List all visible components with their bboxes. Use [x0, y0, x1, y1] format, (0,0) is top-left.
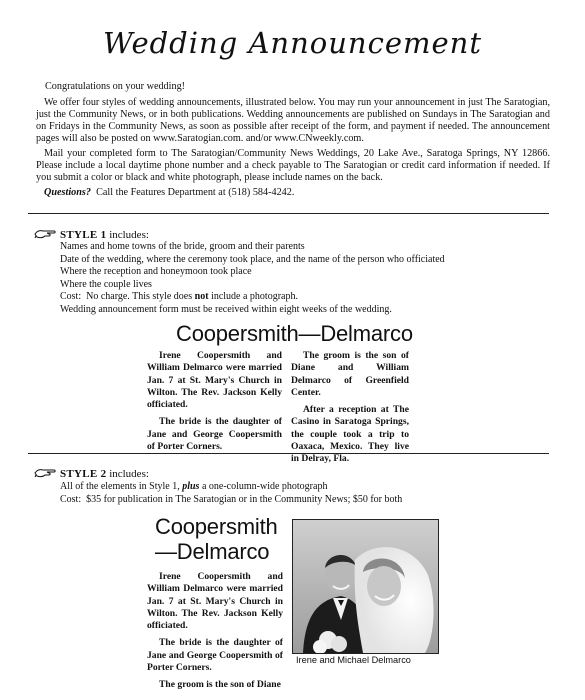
cost-text: No charge. This style does [86, 291, 193, 303]
list-text: a one-column-wide photograph [201, 481, 328, 492]
couple-photo-illustration [293, 520, 438, 653]
questions-label: Questions? [44, 187, 91, 198]
list-item [60, 481, 402, 494]
couple-photo [292, 519, 439, 654]
style-2-list [60, 481, 402, 506]
greeting-text: Congratulations on your wedding! [45, 81, 186, 92]
list-item: Where the couple lives [60, 278, 152, 290]
style-1-deadline: Wedding announcement form must be received within eight weeks of the wedding. [60, 303, 392, 315]
plus-emphasis: plus [182, 481, 200, 492]
intro-paragraph-1: We offer four styles of wedding announcements, illustrated below. You may run your announcement in just The Saratogian, just the Community News, or in both publications. Wedding announcements are published on Sundays in The Saratogian and on Fridays in the Community News, as soon as possible after receipt of the form, and payment if needed. The announcement pages will also be posted on www.Saratogian.com. and/or www.CNweekly.com. [36, 97, 550, 145]
headline-line: Coopersmith [155, 514, 278, 539]
sample-paragraph: After a reception at The Casino in Saratoga Springs, the couple took a trip to Oaxaca, Mexico. They live in Delray, Fla. [291, 404, 409, 465]
photo-caption: Irene and Michael Delmarco [296, 655, 411, 665]
sample-1-headline: Coopersmith—Delmarco [176, 321, 413, 346]
cost-label: Cost: [60, 493, 82, 505]
sample-paragraph: The bride is the daughter of Jane and George Coopersmith of Porter Corners. [147, 416, 282, 453]
style-2-cost [60, 494, 402, 507]
list-item: Where the reception and honeymoon took place [60, 266, 252, 278]
questions-text: Call the Features Department at (518) 584-4242. [96, 187, 295, 198]
cost-emphasis: not [194, 291, 209, 303]
style-2-name: STYLE 2 [60, 468, 107, 480]
headline-line: —Delmarco [155, 539, 270, 564]
style-2-heading [34, 467, 149, 481]
style-1-includes: includes: [109, 229, 149, 241]
questions-line [44, 187, 549, 199]
intro-paragraph-2: Mail your completed form to The Saratogian/Community News Weddings, 20 Lake Ave., Saratoga Springs, NY 12866. Please include a local daytime phone number and a check payable to The Saratogian or credit card information if needed. If you submit a color or black and white photograph, please include names on the back. [36, 148, 550, 184]
pointing-hand-icon [34, 228, 56, 239]
style-2-includes: includes: [109, 468, 149, 480]
sample-1-column-left [147, 350, 282, 458]
sample-2-headline [155, 514, 278, 564]
page-title: Wedding Announcement [103, 26, 482, 60]
section-divider-2 [28, 453, 549, 454]
sample-paragraph: Irene Coopersmith and William Delmarco were married Jan. 7 at St. Mary's Church in Wilton. The Rev. Jackson Kelly officiated. [147, 350, 282, 411]
list-item: Names and home towns of the bride, groom and their parents [60, 241, 305, 252]
sample-paragraph: Irene Coopersmith and William Delmarco were married Jan. 7 at St. Mary's Church in Wilton. The Rev. Jackson Kelly officiated. [147, 571, 283, 632]
section-divider-1 [28, 213, 549, 214]
sample-paragraph: The groom is the son of Diane and William Delmarco of Greenfield Center. [291, 350, 409, 398]
style-1-name: STYLE 1 [60, 229, 107, 241]
style-1-list [60, 241, 445, 317]
style-1-heading [34, 228, 149, 242]
list-item: Date of the wedding, where the ceremony took place, and the name of the person who officiated [60, 253, 445, 265]
pointing-hand-icon [34, 467, 56, 478]
sample-paragraph: The groom is the son of Diane [159, 679, 281, 691]
cost-label: Cost: [60, 291, 82, 303]
list-text: All of the elements in Style 1, [60, 481, 180, 492]
style-1-cost [60, 291, 445, 304]
cost-text: include a photograph. [211, 291, 298, 303]
sample-paragraph: The bride is the daughter of Jane and George Coopersmith of Porter Corners. [147, 637, 283, 674]
sample-2-column [147, 571, 283, 700]
cost-text: $35 for publication in The Saratogian or in the Community News; $50 for both [86, 493, 403, 505]
